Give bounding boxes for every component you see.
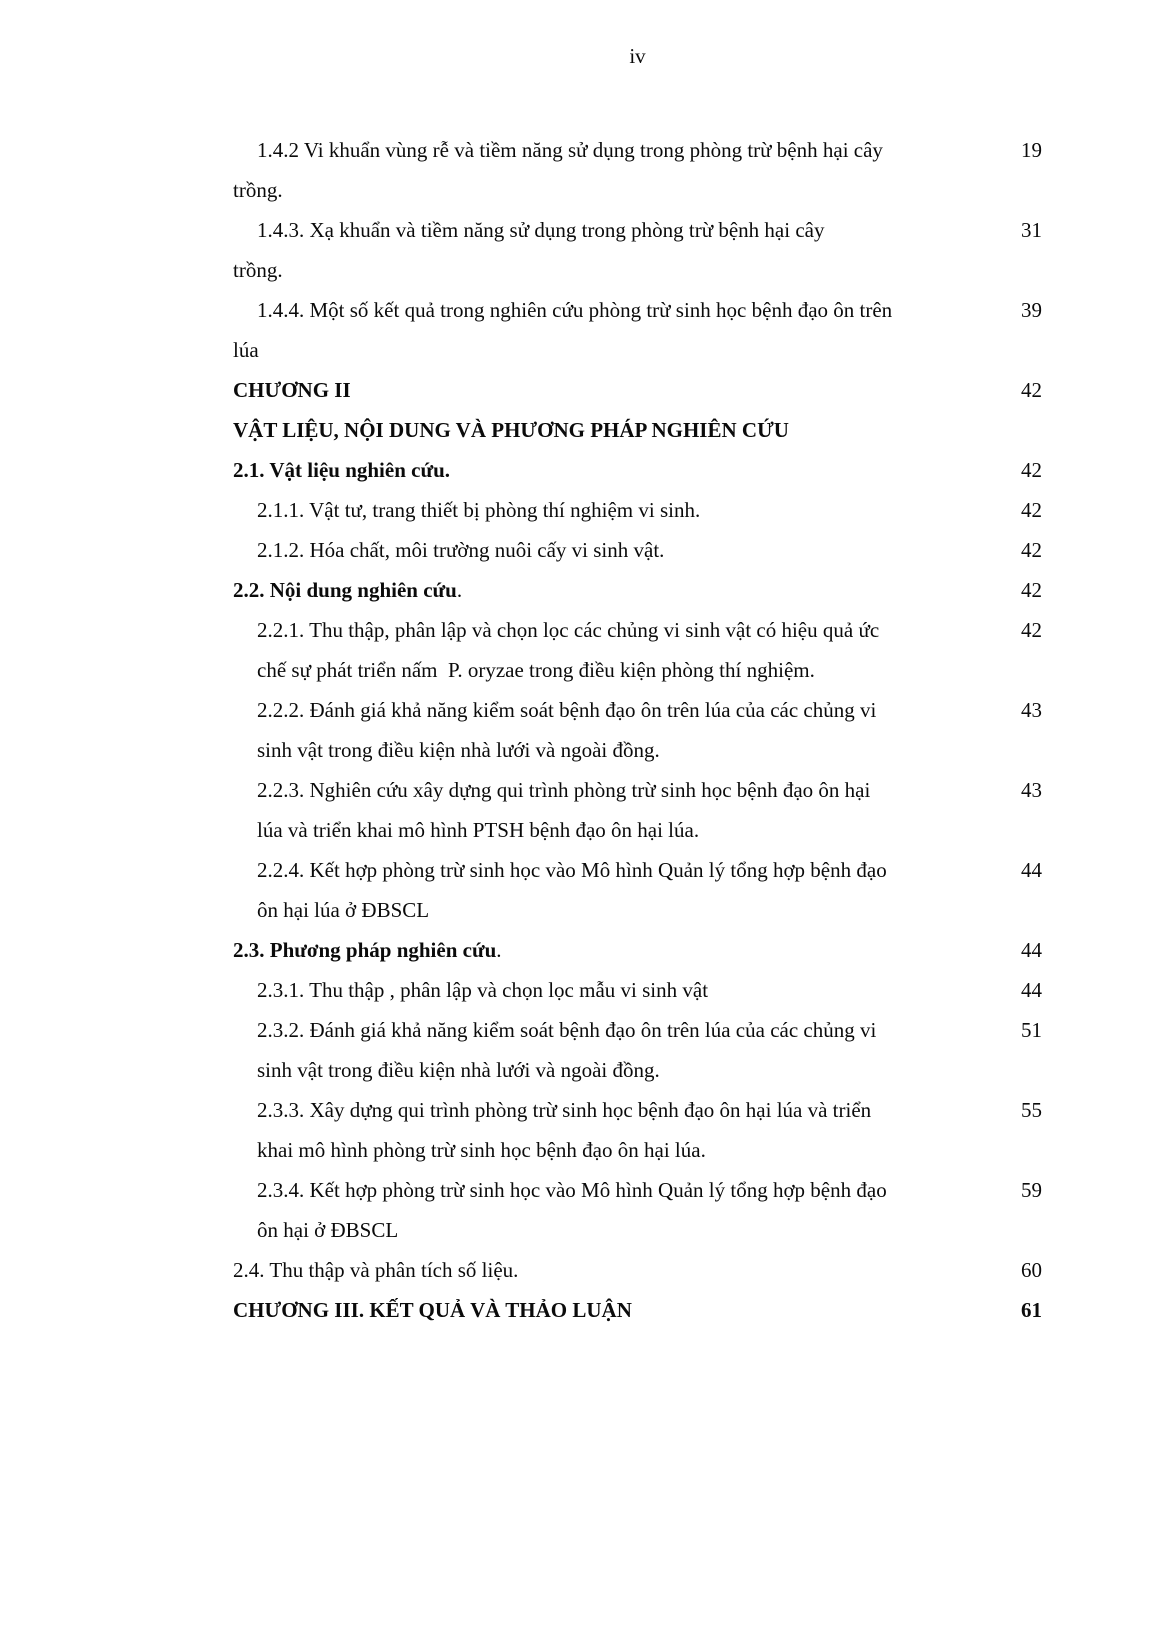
toc-entry-page-number: 61 xyxy=(1021,1298,1042,1322)
toc-entry-text: 2.1.2. Hóa chất, môi trường nuôi cấy vi sinh vật. xyxy=(257,538,665,562)
toc-entry-text: lúa xyxy=(233,338,259,362)
toc-entry-page-number: 59 xyxy=(1021,1178,1042,1202)
toc-entry-text: CHƯƠNG III. KẾT QUẢ VÀ THẢO LUẬN xyxy=(233,1298,632,1322)
toc-entry-line xyxy=(233,730,1042,770)
toc-entry-page-number: 39 xyxy=(1021,298,1042,322)
toc-entry-line xyxy=(233,450,1042,490)
toc-entry-page-number: 42 xyxy=(1021,458,1042,482)
toc-entry-page-number: 55 xyxy=(1021,1098,1042,1122)
toc-entry-line xyxy=(233,130,1042,170)
toc-entry-line xyxy=(233,530,1042,570)
toc-entry-text: sinh vật trong điều kiện nhà lưới và ngoài đồng. xyxy=(257,1058,660,1082)
toc-entry-line xyxy=(233,210,1042,250)
toc-entry-page-number: 44 xyxy=(1021,978,1042,1002)
toc-entry-text: 2.3.3. Xây dựng qui trình phòng trừ sinh học bệnh đạo ôn hại lúa và triển xyxy=(257,1098,872,1122)
toc-entry-page-number: 42 xyxy=(1021,378,1042,402)
toc-entry-text: 2.2.1. Thu thập, phân lập và chọn lọc các chủng vi sinh vật có hiệu quả ức xyxy=(257,618,880,642)
toc-entry-line xyxy=(233,1050,1042,1090)
toc-entry-page-number: 43 xyxy=(1021,778,1042,802)
toc-entry-text: trồng. xyxy=(233,178,283,202)
toc-entry-page-number: 44 xyxy=(1021,938,1042,962)
toc-entry-line xyxy=(233,290,1042,330)
toc-entry-line xyxy=(233,370,1042,410)
toc-entry-text: 2.1. Vật liệu nghiên cứu. xyxy=(233,458,450,482)
toc-entry-line xyxy=(233,1010,1042,1050)
toc-entry-line xyxy=(233,890,1042,930)
toc-entry-line xyxy=(233,1210,1042,1250)
toc-entry-line xyxy=(233,610,1042,650)
toc-entry-line xyxy=(233,690,1042,730)
toc-entry-line xyxy=(233,930,1042,970)
toc-entry-page-number: 42 xyxy=(1021,578,1042,602)
toc-entry-text: 2.3.4. Kết hợp phòng trừ sinh học vào Mô hình Quản lý tổng hợp bệnh đạo xyxy=(257,1178,887,1202)
toc-entry-page-number: 42 xyxy=(1021,538,1042,562)
toc-entry-text: 1.4.3. Xạ khuẩn và tiềm năng sử dụng trong phòng trừ bệnh hại cây xyxy=(257,218,825,242)
toc-entry-page-number: 43 xyxy=(1021,698,1042,722)
toc-entry-line xyxy=(233,810,1042,850)
toc-entry-page-number: 42 xyxy=(1021,618,1042,642)
toc-entry-text: 2.2.2. Đánh giá khả năng kiểm soát bệnh đạo ôn trên lúa của các chủng vi xyxy=(257,698,877,722)
toc-entry-text: trồng. xyxy=(233,258,283,282)
toc-entry-text: 2.3.1. Thu thập , phân lập và chọn lọc mẫu vi sinh vật xyxy=(257,978,709,1002)
page-number-header: iv xyxy=(629,44,646,68)
toc-entry-text: lúa và triển khai mô hình PTSH bệnh đạo ôn hại lúa. xyxy=(257,818,700,842)
toc-entry-line xyxy=(233,1090,1042,1130)
toc-entry-line xyxy=(233,1290,1042,1330)
toc-entry-line xyxy=(233,1130,1042,1170)
toc-entry-text: 1.4.2 Vi khuẩn vùng rễ và tiềm năng sử dụng trong phòng trừ bệnh hại cây xyxy=(257,138,883,162)
toc-entry-text: 2.1.1. Vật tư, trang thiết bị phòng thí nghiệm vi sinh. xyxy=(257,498,701,522)
toc-entry-line xyxy=(233,770,1042,810)
toc-entry-line xyxy=(233,970,1042,1010)
toc-entry-text: ôn hại lúa ở ĐBSCL xyxy=(257,898,430,922)
toc-entry-line xyxy=(233,250,1042,290)
toc-entry-text: CHƯƠNG II xyxy=(233,378,351,402)
toc-entry-line xyxy=(233,490,1042,530)
toc-entry-line xyxy=(233,850,1042,890)
toc-entry-page-number: 42 xyxy=(1021,498,1042,522)
toc-entry-line xyxy=(233,1170,1042,1210)
toc-entry-text: 2.3. Phương pháp nghiên cứu. xyxy=(233,938,502,962)
toc-entry-page-number: 31 xyxy=(1021,218,1042,242)
toc-entry-page-number: 44 xyxy=(1021,858,1042,882)
toc-entry-text: 1.4.4. Một số kết quả trong nghiên cứu phòng trừ sinh học bệnh đạo ôn trên xyxy=(257,298,893,322)
toc-entry-text: chế sự phát triển nấm P. oryzae trong điều kiện phòng thí nghiệm. xyxy=(257,658,815,682)
toc-list xyxy=(233,130,1042,1330)
toc-entry-text: 2.3.2. Đánh giá khả năng kiểm soát bệnh đạo ôn trên lúa của các chủng vi xyxy=(257,1018,877,1042)
toc-entry-text: 2.2. Nội dung nghiên cứu. xyxy=(233,578,463,602)
toc-entry-line xyxy=(233,410,1042,450)
toc-entry-text: khai mô hình phòng trừ sinh học bệnh đạo ôn hại lúa. xyxy=(257,1138,706,1162)
toc-entry-page-number: 60 xyxy=(1021,1258,1042,1282)
toc-entry-line xyxy=(233,1250,1042,1290)
toc-entry-line xyxy=(233,650,1042,690)
toc-entry-text: ôn hại ở ĐBSCL xyxy=(257,1218,399,1242)
toc-entry-page-number: 19 xyxy=(1021,138,1042,162)
toc-entry-text: 2.2.3. Nghiên cứu xây dựng qui trình phòng trừ sinh học bệnh đạo ôn hại xyxy=(257,778,871,802)
toc-entry-text: sinh vật trong điều kiện nhà lưới và ngoài đồng. xyxy=(257,738,660,762)
toc-entry-line xyxy=(233,170,1042,210)
toc-entry-text: VẬT LIỆU, NỘI DUNG VÀ PHƯƠNG PHÁP NGHIÊN CỨU xyxy=(233,418,789,442)
toc-entry-text: 2.4. Thu thập và phân tích số liệu. xyxy=(233,1258,519,1282)
toc-entry-text: 2.2.4. Kết hợp phòng trừ sinh học vào Mô hình Quản lý tổng hợp bệnh đạo xyxy=(257,858,887,882)
toc-entry-line xyxy=(233,570,1042,610)
toc-entry-page-number: 51 xyxy=(1021,1018,1042,1042)
toc-entry-line xyxy=(233,330,1042,370)
